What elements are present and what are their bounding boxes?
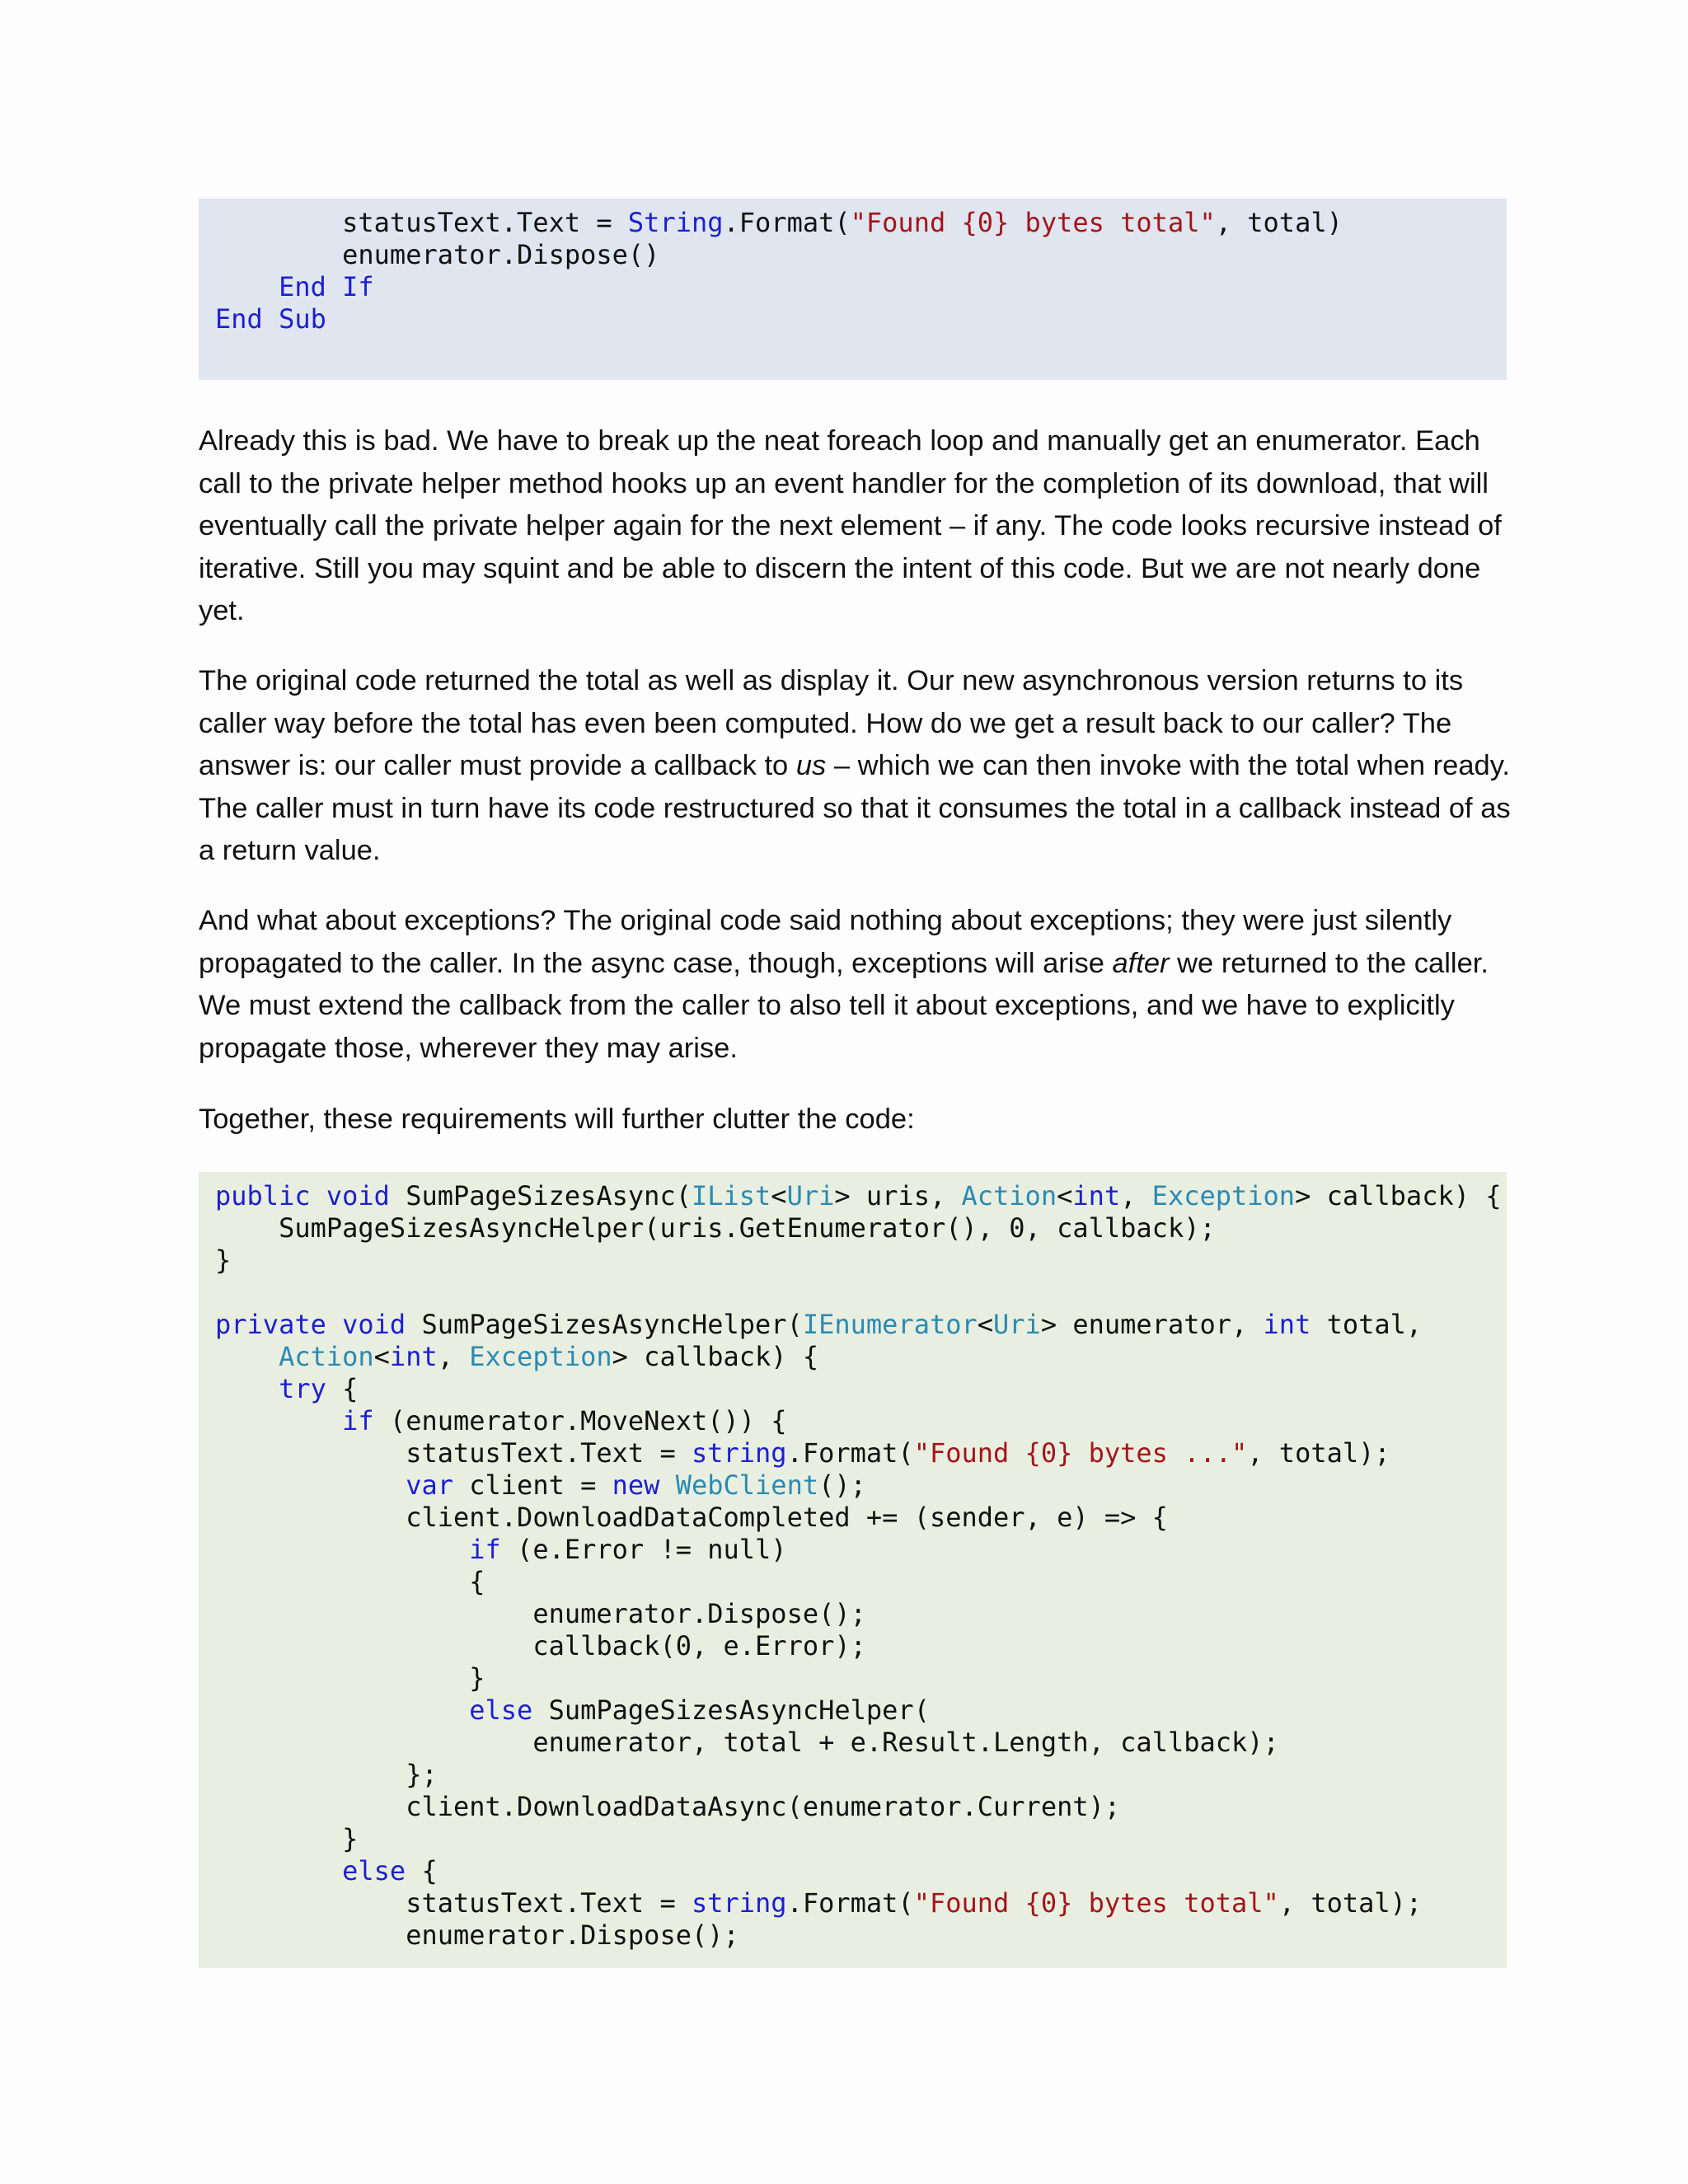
code-token: Exception (1151, 1180, 1296, 1212)
code-token: > uris, (834, 1180, 962, 1212)
code-token: "Found {0} bytes ..." (913, 1437, 1248, 1469)
code-token: Action (961, 1180, 1057, 1212)
emphasis-text: us (795, 750, 827, 781)
code-token: { (406, 1855, 438, 1886)
code-line (215, 1759, 1507, 1791)
paragraph-text-part: And what about exceptions? The original code said nothing about exceptions; they were just silently propagated to the caller. In the async case, though, exceptions will arise (199, 905, 1452, 979)
paragraph-text-part: The original code returned the total as well as display it. Our new asynchronous version returns to its caller way before the total has even been computed. How do we get a result back to our caller? The answer is: our caller must provide a callback to (199, 665, 1464, 781)
code-line (215, 1630, 1507, 1662)
csharp-code-block (199, 1172, 1507, 1968)
code-line (215, 1437, 1507, 1469)
code-token: SumPageSizesAsync( (389, 1180, 692, 1212)
code-line (215, 1694, 1507, 1727)
code-token: .Format( (723, 207, 851, 238)
code-line (215, 1887, 1507, 1919)
code-line (215, 1341, 1507, 1373)
code-token: new (612, 1469, 660, 1501)
code-token: try (279, 1373, 326, 1404)
code-token (659, 1469, 675, 1501)
code-token: if (469, 1534, 501, 1565)
code-line (215, 1309, 1507, 1341)
code-token (215, 1469, 406, 1501)
code-token: callback(0, e.Error); (215, 1630, 866, 1661)
code-token: (enumerator.MoveNext()) { (373, 1405, 787, 1436)
code-token: statusText.Text = (215, 207, 628, 238)
code-token: Uri (786, 1180, 835, 1212)
code-token: string (691, 1437, 787, 1469)
code-token: WebClient (675, 1469, 819, 1501)
code-token: else (342, 1855, 406, 1886)
code-token: } (215, 1244, 232, 1276)
code-token: Uri (993, 1309, 1041, 1340)
code-token: End Sub (215, 303, 326, 335)
code-token: total, (1311, 1309, 1423, 1340)
code-token: , total); (1278, 1887, 1423, 1919)
code-line (215, 1277, 1507, 1309)
code-line (215, 1212, 1507, 1244)
paragraph-text: Already this is bad. We have to break up the neat foreach loop and manually get an enumerator. Each call to the private helper method hooks up an event handler for the completion of its download, that will eventually call the private helper again for the next element – if any. The code looks recursive instead of iterative. Still you may squint and be able to discern the intent of this code. But we are not nearly done yet. (199, 425, 1502, 626)
code-token: "Found {0} bytes total" (913, 1887, 1279, 1919)
code-token: (); (818, 1469, 866, 1501)
code-token: private (215, 1309, 326, 1340)
paragraph-text-part: – which we can then invoke with the total when ready. The caller must in turn have its code restructured so that it consumes the total in a callback instead of as a return value. (199, 750, 1511, 866)
code-line (215, 1662, 1507, 1694)
code-token: } (215, 1662, 485, 1694)
code-line (215, 1502, 1507, 1534)
code-line (215, 303, 1507, 335)
code-line (215, 1598, 1507, 1630)
code-token (215, 1405, 342, 1436)
code-token: client.DownloadDataCompleted += (sender, e) => { (215, 1502, 1168, 1533)
code-token (215, 1534, 469, 1565)
code-token (326, 1309, 342, 1340)
code-token: .Format( (786, 1437, 914, 1469)
paragraph-enumerator (199, 420, 1517, 633)
code-token: enumerator.Dispose(); (215, 1919, 739, 1951)
paragraph-callback (199, 660, 1517, 873)
code-line (215, 1373, 1507, 1405)
code-token: client = (452, 1469, 612, 1501)
code-token: "Found {0} bytes total" (850, 207, 1216, 238)
code-token: void (342, 1309, 406, 1340)
code-token: > callback) { (1295, 1180, 1502, 1212)
code-token (311, 1180, 326, 1212)
code-token: } (215, 1823, 359, 1854)
code-token: .Format( (786, 1887, 914, 1919)
code-token: void (326, 1180, 390, 1212)
code-token (215, 271, 279, 302)
code-token: statusText.Text = (215, 1437, 692, 1469)
code-token: > callback) { (612, 1341, 819, 1372)
code-token: { (326, 1373, 359, 1404)
code-line (215, 1855, 1507, 1887)
code-token: else (469, 1694, 533, 1726)
code-token: { (215, 1566, 485, 1597)
code-line (215, 1823, 1507, 1855)
code-token: SumPageSizesAsyncHelper( (406, 1309, 803, 1340)
code-line (215, 1566, 1507, 1598)
code-token: enumerator.Dispose(); (215, 1598, 866, 1629)
code-token: int (1263, 1309, 1311, 1340)
code-line (215, 1534, 1507, 1566)
code-token: }; (215, 1759, 438, 1790)
code-line (215, 1405, 1507, 1437)
code-token: (e.Error != null) (500, 1534, 787, 1565)
code-token (215, 1373, 279, 1404)
paragraph-text (199, 900, 1517, 1070)
code-token: IList (691, 1180, 771, 1212)
code-token: , total); (1247, 1437, 1390, 1469)
paragraph-clutter (199, 1099, 1517, 1141)
code-token: , (437, 1341, 470, 1372)
code-token: enumerator, total + e.Result.Length, callback); (215, 1727, 1279, 1758)
code-token: SumPageSizesAsyncHelper( (532, 1694, 930, 1726)
paragraph-text (199, 660, 1517, 873)
code-token: string (691, 1887, 787, 1919)
code-line (215, 1791, 1507, 1823)
code-token (215, 1341, 279, 1372)
paragraph-text: Together, these requirements will further clutter the code: (199, 1104, 915, 1135)
code-token: End If (279, 271, 374, 302)
code-token: < (373, 1341, 390, 1372)
code-token: public (215, 1180, 311, 1212)
code-token: var (406, 1469, 453, 1501)
code-token: String (627, 207, 724, 238)
paragraph-exceptions (199, 900, 1517, 1070)
code-token: int (1072, 1180, 1121, 1212)
code-token: , total) (1215, 207, 1343, 238)
code-token: if (342, 1405, 374, 1436)
code-line (215, 239, 1507, 271)
code-token: < (1057, 1180, 1073, 1212)
code-token (215, 1694, 469, 1726)
code-token: Action (279, 1341, 374, 1372)
code-token: SumPageSizesAsyncHelper(uris.GetEnumerator(), 0, callback); (215, 1212, 1216, 1244)
code-token: Exception (469, 1341, 612, 1372)
code-token: , (1120, 1180, 1152, 1212)
code-token (215, 1855, 342, 1886)
code-token: IEnumerator (802, 1309, 978, 1340)
paragraph-text-part: we returned to the caller. We must extend the callback from the caller to also tell it about exceptions, and we have to explicitly propagate those, wherever they may arise. (199, 947, 1489, 1064)
emphasis-text: after (1112, 947, 1170, 979)
code-line (215, 1180, 1507, 1212)
code-token: < (771, 1180, 787, 1212)
code-token: int (389, 1341, 438, 1372)
code-token: statusText.Text = (215, 1887, 692, 1919)
code-token: < (977, 1309, 994, 1340)
code-line (215, 1469, 1507, 1502)
code-line (215, 1919, 1507, 1952)
vb-code-block (199, 199, 1507, 380)
code-token: enumerator.Dispose() (215, 239, 660, 270)
code-token: client.DownloadDataAsync(enumerator.Current); (215, 1791, 1121, 1822)
code-line (215, 1727, 1507, 1759)
code-token: > enumerator, (1040, 1309, 1264, 1340)
code-line (215, 1244, 1507, 1277)
code-line (215, 207, 1507, 239)
code-line (215, 271, 1507, 303)
